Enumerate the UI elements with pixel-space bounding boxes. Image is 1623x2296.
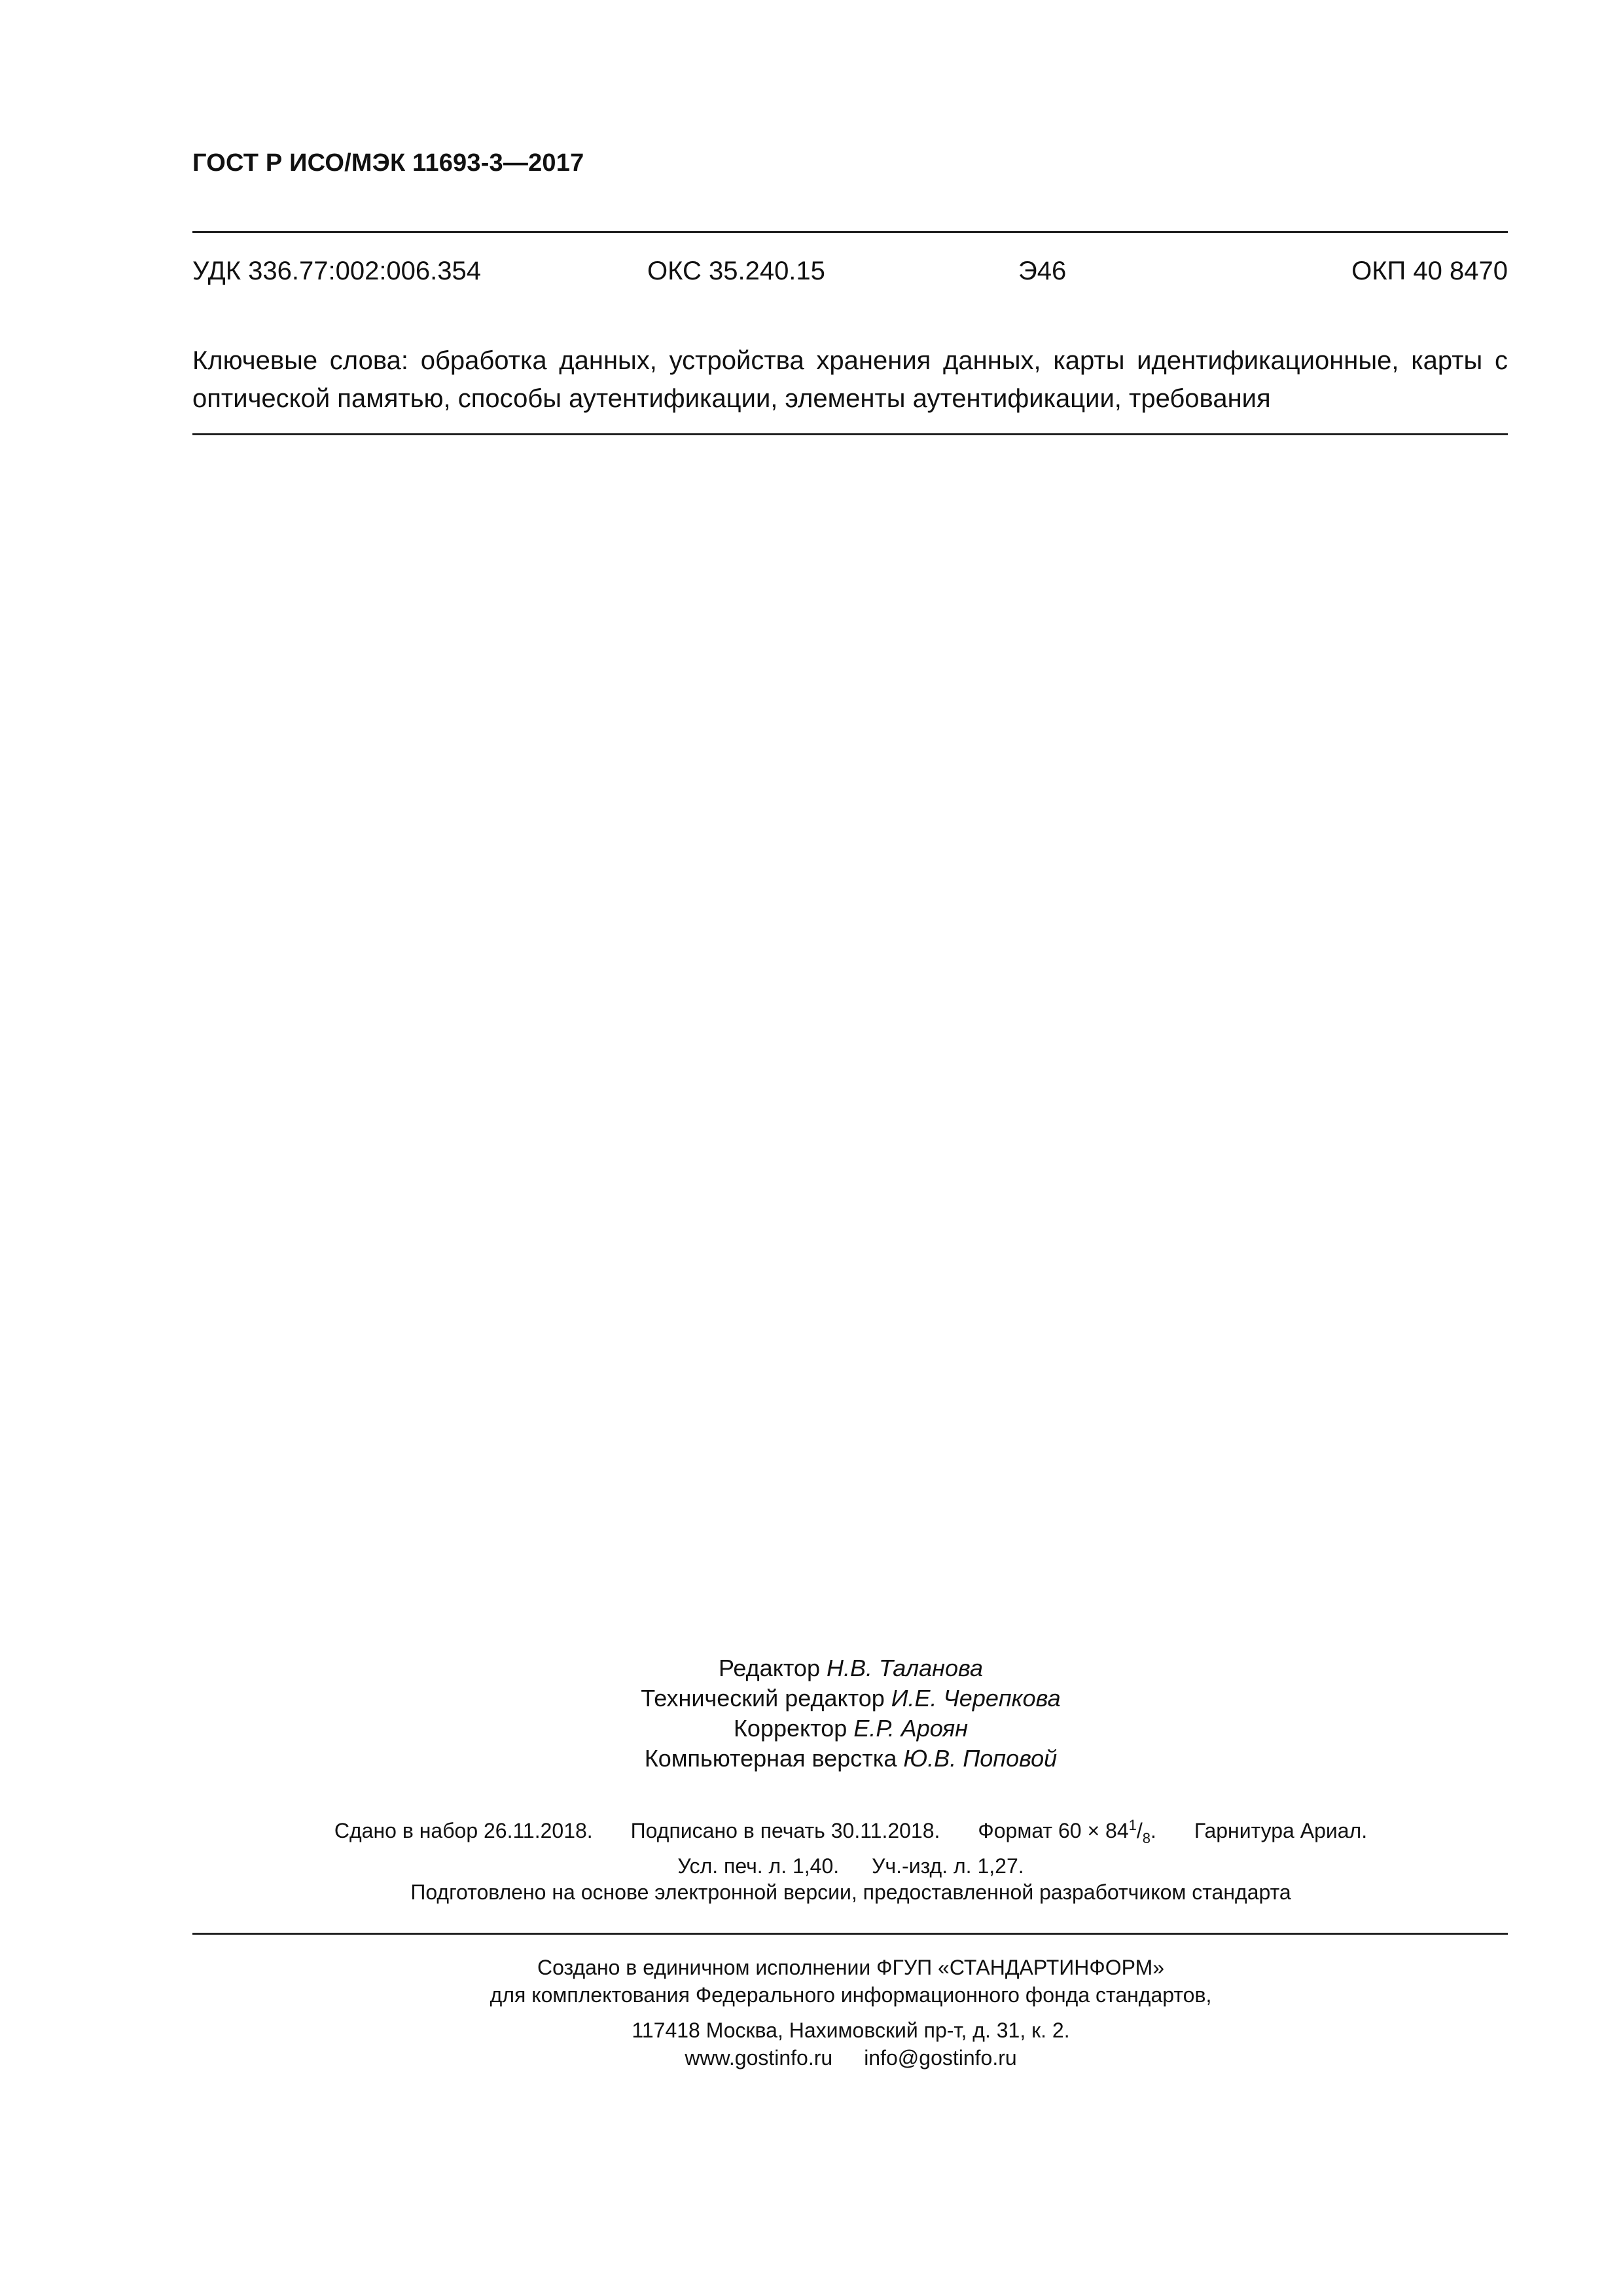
format-prefix: Формат 60 × 84 [978, 1819, 1129, 1842]
format-denominator: 8 [1142, 1830, 1151, 1846]
credit-editor [0, 1653, 1623, 1683]
credit-proofreader [0, 1713, 1623, 1744]
publisher-divider [192, 1933, 1508, 1935]
credit-role: Компьютерная верстка [644, 1745, 897, 1772]
signed-date: Подписано в печать 30.11.2018. [630, 1819, 940, 1842]
oks-code: ОКС 35.240.15 [647, 257, 825, 285]
top-divider [192, 231, 1508, 233]
publisher-line-2: для комплектования Федерального информационного фонда стандартов, [490, 1983, 1212, 2007]
typeface: Гарнитура Ариал. [1194, 1819, 1368, 1842]
submitted-date: Сдано в набор 26.11.2018. [334, 1819, 593, 1842]
publisher-contacts [0, 2044, 1623, 2072]
publisher-block [0, 1954, 1623, 2072]
format-numerator: 1 [1128, 1817, 1137, 1833]
credit-technical-editor [0, 1683, 1623, 1713]
credit-layout [0, 1744, 1623, 1774]
publisher-website-link[interactable]: www.gostinfo.ru [685, 2046, 833, 2070]
credit-person: Ю.В. Поповой [903, 1745, 1058, 1772]
credit-role: Редактор [719, 1655, 820, 1681]
imprint-line-1 [0, 1812, 1623, 1852]
credit-person: Е.Р. Ароян [853, 1715, 969, 1742]
standard-designation: ГОСТ Р ИСО/МЭК 11693-3—2017 [192, 149, 584, 177]
e-code: Э46 [1018, 257, 1067, 285]
prepared-note: Подготовлено на основе электронной версии, предоставленной разработчиком стандарта [410, 1880, 1291, 1904]
keywords-divider [192, 433, 1508, 435]
classifier-codes [192, 257, 1508, 288]
credit-role: Корректор [733, 1715, 847, 1742]
edition-sheets: Уч.-изд. л. 1,27. [872, 1854, 1024, 1878]
print-sheets: Усл. печ. л. 1,40. [677, 1854, 840, 1878]
credits-block [0, 1653, 1623, 1774]
publisher-email-link[interactable]: info@gostinfo.ru [864, 2046, 1017, 2070]
credit-person: И.Е. Черепкова [891, 1685, 1061, 1712]
format-suffix: . [1150, 1819, 1156, 1842]
page-format: Формат $60 \times 84^1/_8$. [978, 1817, 1156, 1846]
credit-person: Н.В. Таланова [826, 1655, 983, 1681]
okp-code: ОКП 40 8470 [1351, 257, 1508, 285]
publisher-line-1: Создано в единичном исполнении ФГУП «СТАНДАРТИНФОРМ» [537, 1956, 1165, 1979]
udk-code: УДК 336.77:002:006.354 [192, 257, 482, 285]
imprint-line-2 [0, 1852, 1623, 1880]
publisher-address: 117418 Москва, Нахимовский пр-т, д. 31, к. 2. [632, 2018, 1070, 2042]
keywords-paragraph: Ключевые слова: обработка данных, устройства хранения данных, карты идентификационные, карты с оптической памятью, способы аутентификации, элементы аутентификации, требования [192, 346, 1508, 413]
imprint-block [0, 1812, 1623, 1880]
credit-role: Технический редактор [641, 1685, 885, 1712]
